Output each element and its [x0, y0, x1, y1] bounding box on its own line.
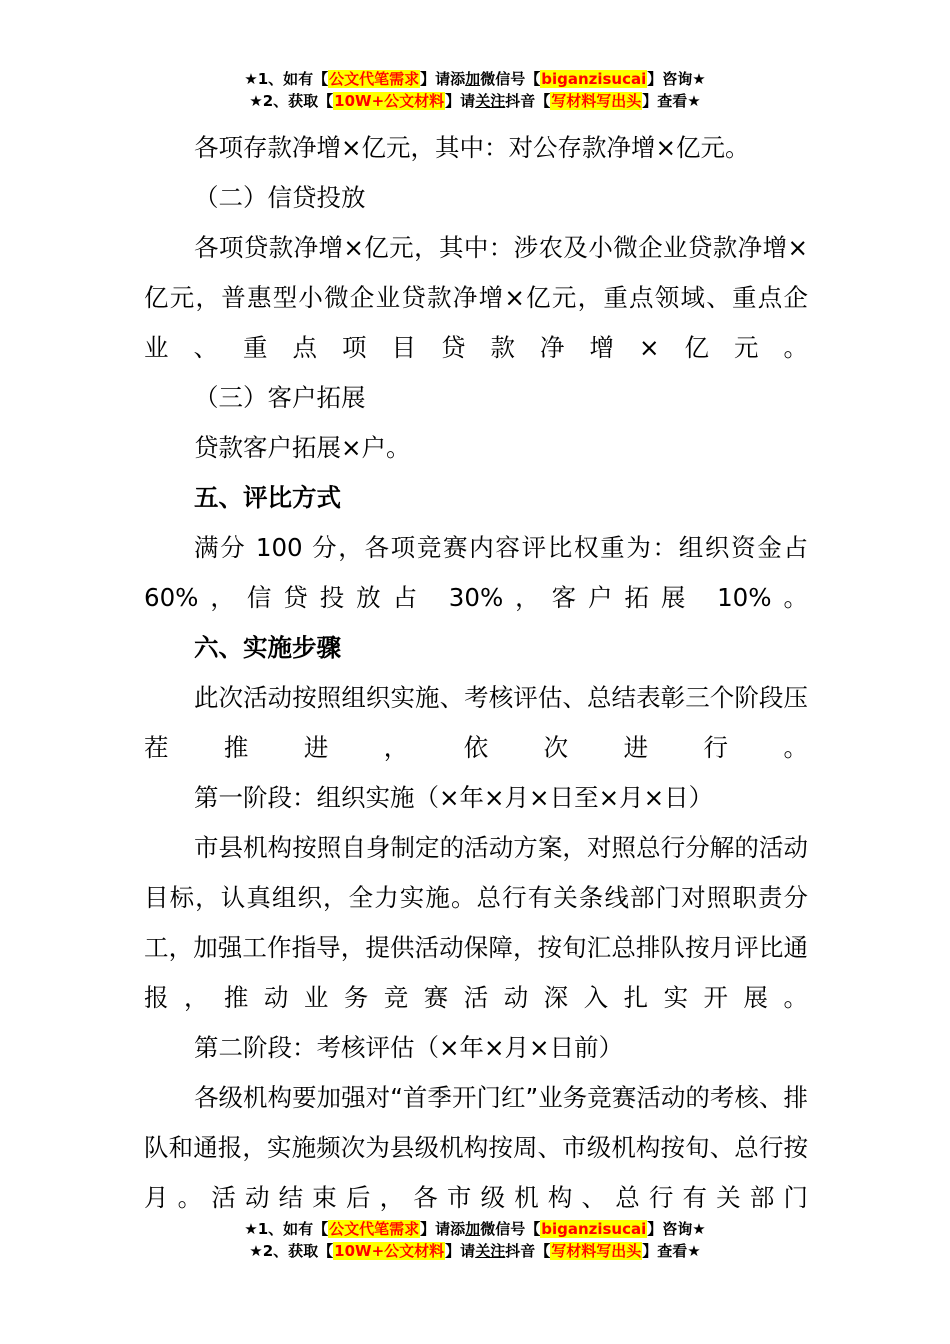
banner-line-2	[0, 90, 950, 112]
section-heading: 五、评比方式	[194, 483, 341, 512]
banner-text: 抖音【	[505, 1242, 551, 1260]
underlined-text: 加	[465, 70, 481, 88]
star-icon: ★	[244, 70, 258, 88]
banner-text: 】查看	[642, 1242, 688, 1260]
banner-text: 2、获取【	[262, 1242, 334, 1260]
underlined-text: 加	[465, 1220, 481, 1238]
underlined-text: 关注	[475, 92, 506, 110]
subsection-heading: （三）客户拓展	[194, 383, 366, 412]
footer-banner	[0, 1218, 950, 1262]
paragraph: 此次活动按照组织实施、考核评估、总结表彰三个阶段压茬推进，依次进行。	[144, 683, 808, 762]
banner-text: 抖音【	[505, 92, 551, 110]
banner-text: 】请添	[420, 70, 466, 88]
banner-text: 】咨询	[647, 1220, 693, 1238]
banner-text: 】请添	[420, 1220, 466, 1238]
banner-text: 微信号【	[480, 70, 541, 88]
document-body	[144, 123, 808, 1223]
banner-text: 1、如有【	[257, 70, 329, 88]
subsection-heading: （二）信贷投放	[194, 183, 366, 212]
underlined-text: 关注	[475, 1242, 506, 1260]
paragraph: 各项存款净增×亿元，其中：对公存款净增×亿元。	[194, 133, 750, 162]
star-icon: ★	[687, 92, 701, 110]
highlight-text: 10W+公文材料	[334, 1242, 445, 1260]
banner-text: 1、如有【	[257, 1220, 329, 1238]
star-icon: ★	[692, 70, 706, 88]
banner-line-1	[0, 68, 950, 90]
header-banner	[0, 68, 950, 112]
banner-line-1	[0, 1218, 950, 1240]
paragraph: 贷款客户拓展×户。	[194, 433, 411, 462]
highlight-text: 写材料写出头	[551, 1242, 642, 1260]
star-icon: ★	[249, 1242, 263, 1260]
stage-heading: 第二阶段：考核评估（×年×月×日前）	[194, 1033, 624, 1062]
star-icon: ★	[687, 1242, 701, 1260]
banner-text: 】请	[445, 92, 476, 110]
stage-heading: 第一阶段：组织实施（×年×月×日至×月×日）	[194, 783, 714, 812]
banner-text: 微信号【	[480, 1220, 541, 1238]
star-icon: ★	[692, 1220, 706, 1238]
highlight-text: 写材料写出头	[551, 92, 642, 110]
star-icon: ★	[249, 92, 263, 110]
paragraph: 各项贷款净增×亿元，其中：涉农及小微企业贷款净增×亿元，普惠型小微企业贷款净增×亿元，重点领域、重点企业、重点项目贷款净增×亿元。	[144, 233, 808, 362]
highlight-text: 10W+公文材料	[334, 92, 445, 110]
highlight-text: biganzisucai	[541, 70, 647, 88]
highlight-text: 公文代笔需求	[329, 1220, 420, 1238]
star-icon: ★	[244, 1220, 258, 1238]
highlight-text: biganzisucai	[541, 1220, 647, 1238]
highlight-text: 公文代笔需求	[329, 70, 420, 88]
paragraph: 市县机构按照自身制定的活动方案，对照总行分解的活动目标，认真组织，全力实施。总行有关条线部门对照职责分工，加强工作指导，提供活动保障，按旬汇总排队按月评比通报，推动业务竞赛活动深入扎实开展。	[144, 833, 808, 1012]
banner-text: 】咨询	[647, 70, 693, 88]
banner-line-2	[0, 1240, 950, 1262]
banner-text: 2、获取【	[262, 92, 334, 110]
banner-text: 】请	[445, 1242, 476, 1260]
banner-text: 】查看	[642, 92, 688, 110]
section-heading: 六、实施步骤	[194, 633, 341, 662]
paragraph: 各级机构要加强对“首季开门红”业务竞赛活动的考核、排队和通报，实施频次为县级机构按周、市级机构按旬、总行按月。活动结束后，各市级机构、总行有关部门	[144, 1083, 808, 1212]
paragraph: 满分 100 分，各项竞赛内容评比权重为：组织资金占 60%，信贷投放占 30%，客户拓展 10%。	[144, 533, 808, 612]
